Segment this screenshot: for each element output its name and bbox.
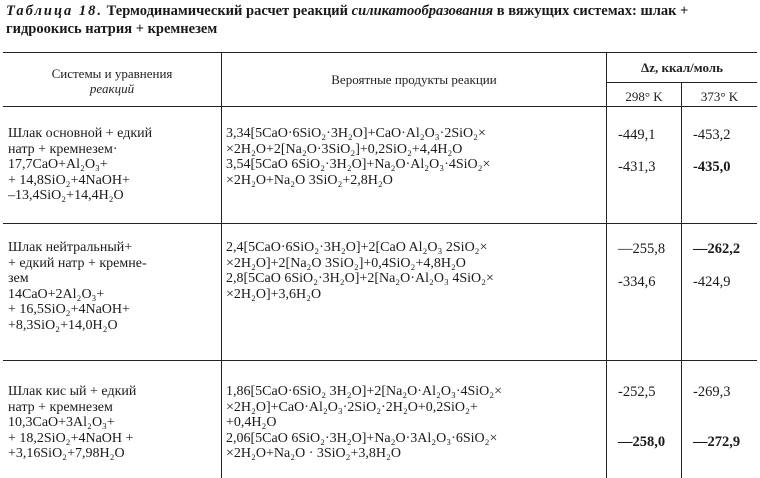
header-298k: 298° K <box>625 89 663 104</box>
header-systems: Системы и уравнения реакций <box>51 66 173 96</box>
table-caption <box>6 2 754 38</box>
row-1-v298-b: -431,3 <box>618 159 656 175</box>
header-dz: Δz, ккал/моль <box>641 60 723 75</box>
row-2-v298-a: —255,8 <box>618 241 666 257</box>
col-divider-3 <box>681 82 682 478</box>
row-3-system: Шлак кис ый + едкий натр + кремнезем 10,3CaO+3Al₂O₃+ + 18,2SiO₂+4NaOH + +3,16SiO₂+7,98H₂O <box>8 384 137 462</box>
caption-text-1: Термодинамический расчет реакций <box>103 3 352 19</box>
header-bottom-rule <box>3 106 757 107</box>
row-2-products: 2,4[5CaO·6SiO₂·3H₂O]+2[CaO Al₂O₃ 2SiO₂× ×2H₂O]+2[Na₂O 3SiO₂]+0,4SiO₂+4,8H₂O 2,8[5CaO 6SiO₂·3H₂O]+2[Na₂O·Al₂O₃ 4SiO₂× ×2H₂O]+3,6H₂O <box>226 240 494 302</box>
row-2-rule <box>3 360 757 361</box>
row-2-v298-b: -334,6 <box>618 274 656 290</box>
header-products: Вероятные продукты реакции <box>331 72 497 87</box>
row-1-v298-a: -449,1 <box>618 127 656 143</box>
row-1-v373-b: -435,0 <box>693 159 731 175</box>
row-1-rule <box>3 223 757 224</box>
header-373k: 373° K <box>700 89 739 104</box>
col-divider-2 <box>606 52 607 478</box>
row-3-v298-a: -252,5 <box>618 384 656 400</box>
table-number: Таблица 18. <box>6 3 104 19</box>
table-top-rule <box>3 52 757 53</box>
row-1-system: Шлак основной + едкий натр + кремнезем· 17,7CaO+Al₂O₃+ + 14,8SiO₂+4NaOH+ –13,4SiO₂+14,4H₂O <box>8 126 153 204</box>
row-3-v373-a: -269,3 <box>693 384 731 400</box>
caption-emphasis: силикатообразования <box>351 3 494 19</box>
row-2-v373-b: -424,9 <box>693 274 731 290</box>
col-divider-1 <box>221 52 222 478</box>
caption-text-2: в вяжущих системах: шлак + гидроокись натрия + кремнезем <box>6 3 689 37</box>
row-1-v373-a: -453,2 <box>693 127 731 143</box>
row-3-v298-b: —258,0 <box>618 434 666 450</box>
row-3-v373-b: —272,9 <box>693 434 741 450</box>
row-2-system: Шлак нейтральный+ + едкий натр + кремне- зем 14CaO+2Al₂O₃+ + 16,5SiO₂+4NaOH+ +8,3SiO₂+14,0H₂O <box>8 240 147 333</box>
row-3-products: 1,86[5CaO·6SiO₂ 3H₂O]+2[Na₂O·Al₂O₃·4SiO₂× ×2H₂O]+CaO·Al₂O₃·2SiO₂·2H₂O+0,2SiO₂+ +0,4H₂O 2,06[5CaO 6SiO₂·3H₂O]+Na₂O·3Al₂O₃·6SiO₂× ×2H₂O+Na₂O · 3SiO₂+3,8H₂O <box>226 384 503 462</box>
row-2-v373-a: —262,2 <box>693 241 741 257</box>
row-1-products: 3,34[5CaO·6SiO₂·3H₂O]+CaO·Al₂O₃·2SiO₂× ×2H₂O+2[Na₂O·3SiO₂]+0,2SiO₂+4,4H₂O 3,54[5CaO 6SiO₂·3H₂O]+Na₂O·Al₂O₃·4SiO₂× ×2H₂O+Na₂O 3SiO₂+2,8H₂O <box>226 126 491 188</box>
